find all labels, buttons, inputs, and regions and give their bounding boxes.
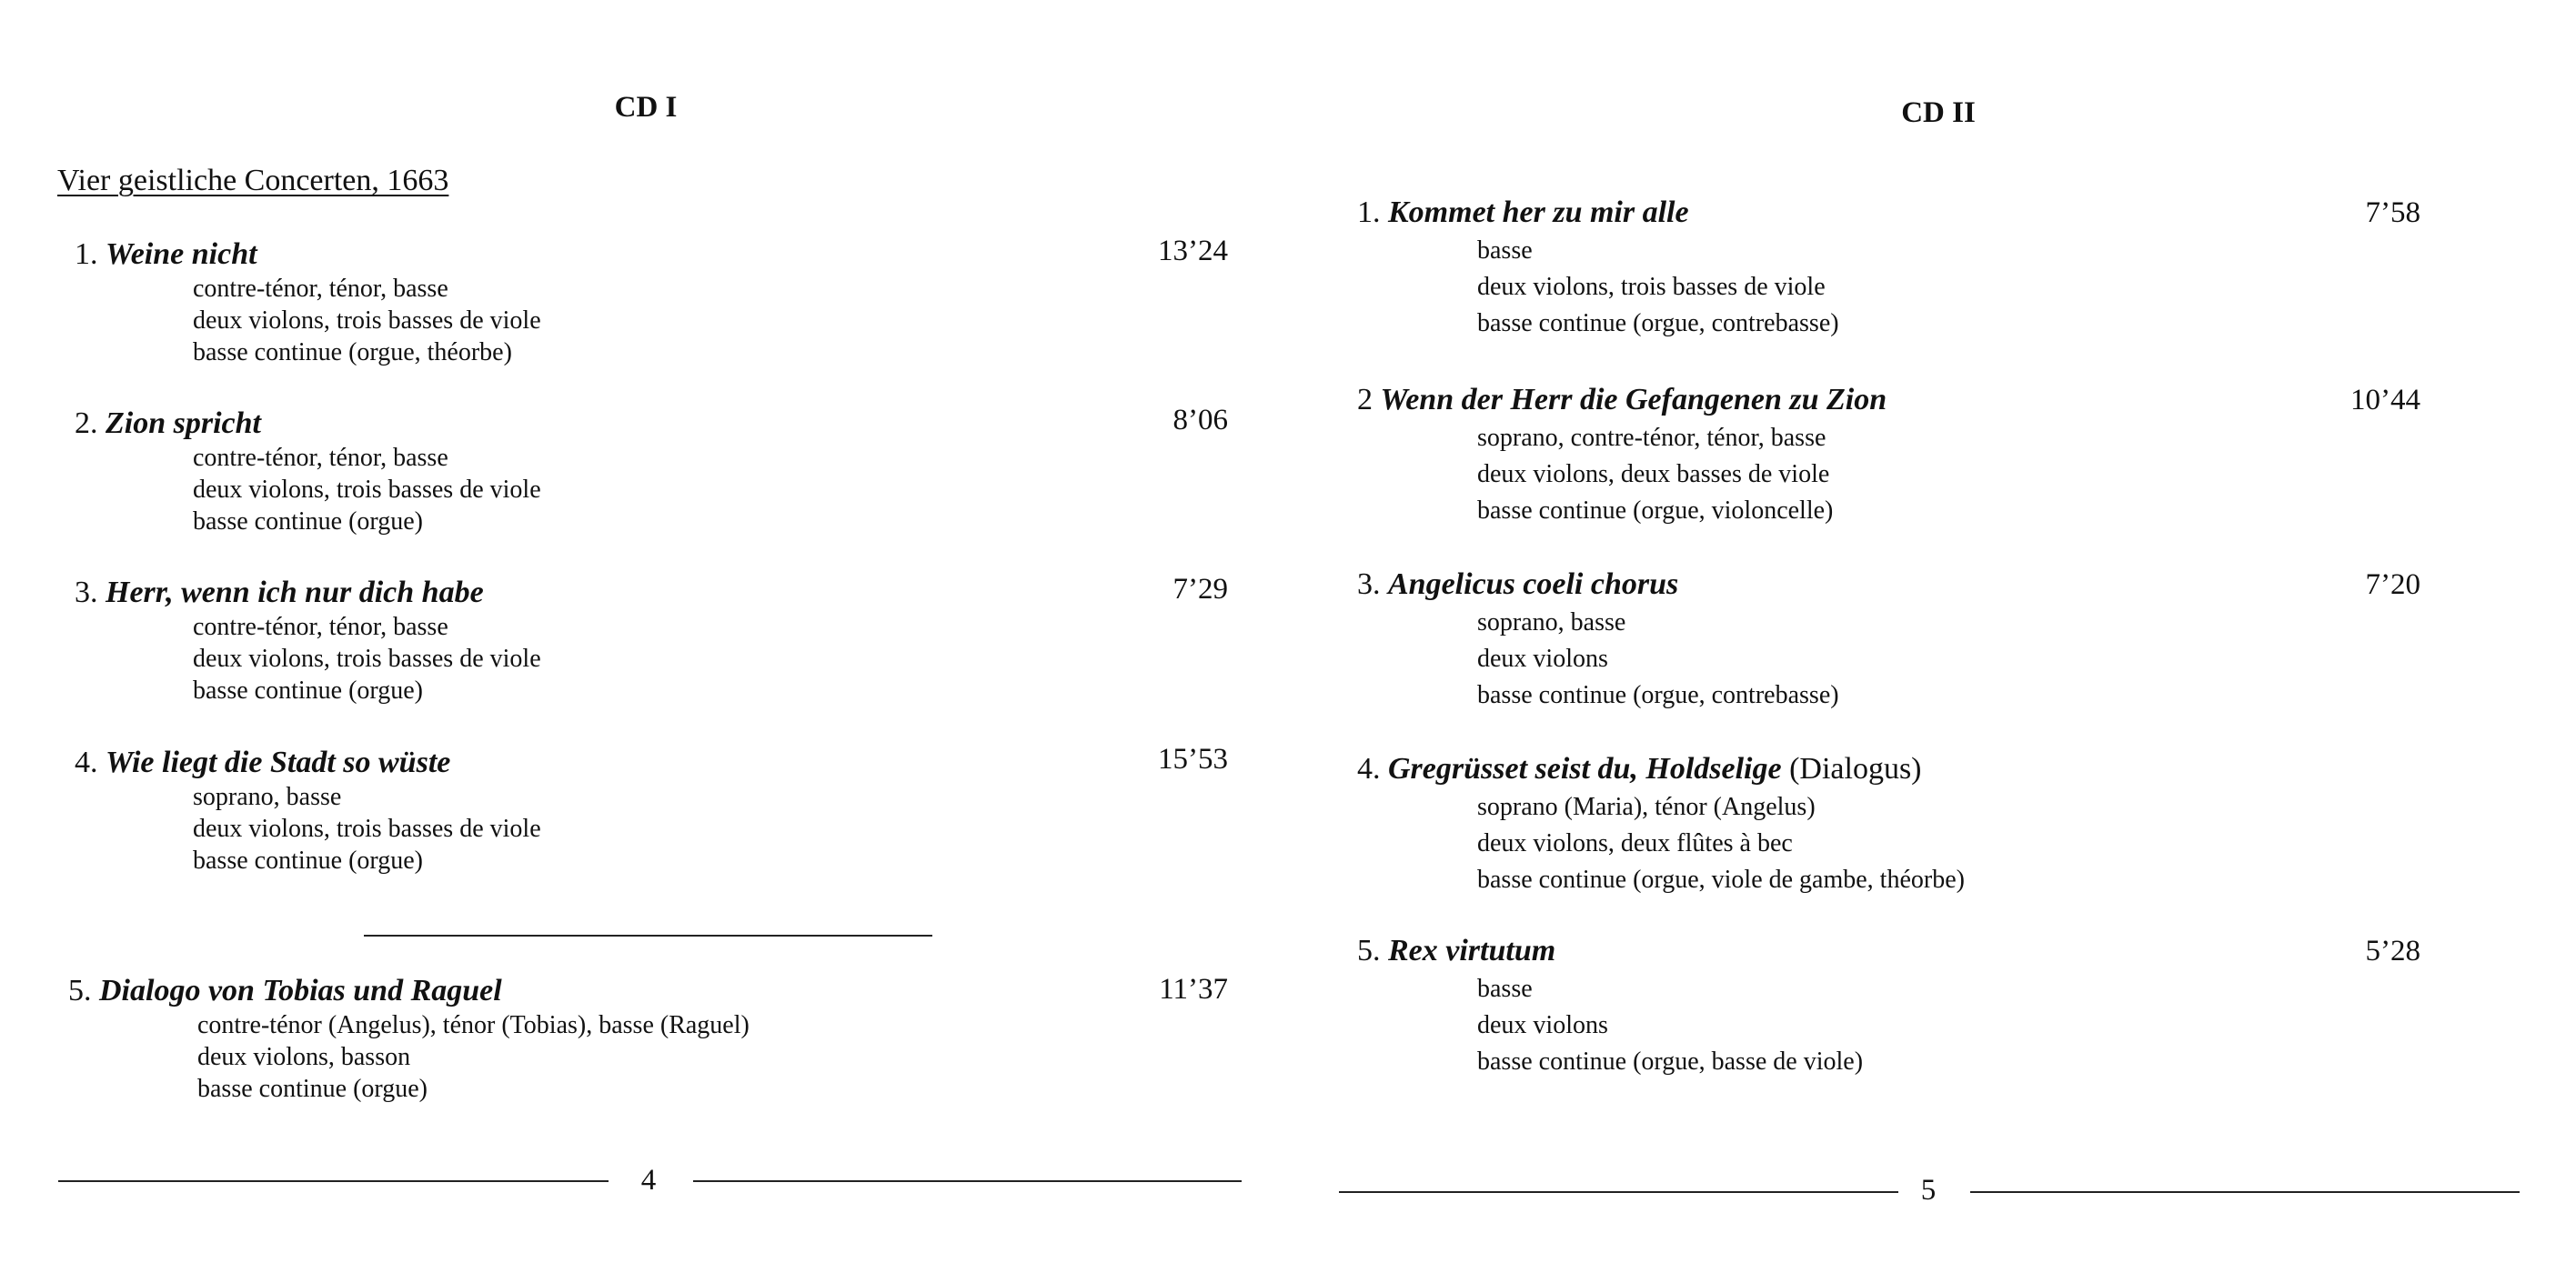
- track-number: 4.: [75, 746, 98, 779]
- track-item: [75, 236, 541, 368]
- footer-rule-left: [1339, 1191, 1898, 1193]
- track-item: [68, 973, 750, 1105]
- scoring-line: deux violons, trois basses de viole: [193, 306, 541, 335]
- track-duration: 7’20: [2365, 568, 2420, 601]
- scoring-line: deux violons, trois basses de viole: [193, 645, 541, 673]
- track-title: Angelicus coeli chorus: [1388, 567, 1679, 601]
- cd-title: CD I: [614, 91, 678, 124]
- scoring-line: soprano, contre-ténor, ténor, basse: [1477, 424, 1826, 452]
- collection-title: Vier geistliche Concerten, 1663: [57, 164, 449, 197]
- scoring-line: basse continue (orgue, violoncelle): [1477, 496, 1834, 525]
- track-title: Weine nicht: [106, 237, 257, 271]
- scoring-line: basse continue (orgue, basse de viole): [1477, 1047, 1864, 1076]
- scoring-line: soprano, basse: [1477, 608, 1626, 636]
- scoring-line: basse continue (orgue, contrebasse): [1477, 681, 1839, 709]
- track-item: [1357, 933, 1863, 1080]
- track-scoring: [1477, 420, 1887, 529]
- scoring-line: contre-ténor, ténor, basse: [193, 613, 448, 641]
- track-duration: 13’24: [1158, 235, 1228, 267]
- footer-rule-left: [58, 1180, 609, 1182]
- track-duration: 8’06: [1172, 404, 1228, 436]
- track-heading: [1357, 933, 1863, 969]
- page-number: 4: [640, 1164, 657, 1197]
- track-scoring: [193, 781, 541, 877]
- track-duration: 7’29: [1172, 573, 1228, 606]
- right-page: [1288, 0, 2576, 1273]
- track-duration: 11’37: [1159, 973, 1228, 1006]
- track-number: 5.: [68, 974, 92, 1007]
- scoring-line: contre-ténor, ténor, basse: [193, 275, 448, 303]
- track-duration: 15’53: [1158, 743, 1228, 776]
- track-item: [1357, 382, 1887, 529]
- scoring-line: basse continue (orgue): [193, 507, 423, 536]
- scoring-line: basse continue (orgue, viole de gambe, théorbe): [1477, 866, 1965, 894]
- track-item: [75, 575, 541, 707]
- track-scoring: [193, 442, 541, 537]
- track-number: 1.: [1357, 195, 1381, 229]
- track-heading: [68, 973, 750, 1009]
- track-title: Kommet her zu mir alle: [1388, 195, 1689, 229]
- track-duration: 5’28: [2365, 935, 2420, 967]
- track-item: [1357, 751, 1965, 898]
- section-divider: [364, 935, 932, 937]
- track-number: 2: [1357, 383, 1373, 416]
- track-heading: [1357, 195, 1839, 231]
- scoring-line: basse continue (orgue): [193, 847, 423, 875]
- page-number: 5: [1920, 1174, 1937, 1207]
- scoring-line: deux violons, deux basses de viole: [1477, 460, 1830, 488]
- track-title: Zion spricht: [106, 406, 261, 440]
- scoring-line: contre-ténor, ténor, basse: [193, 444, 448, 472]
- track-heading: [75, 236, 541, 273]
- track-title-suffix: (Dialogus): [1789, 752, 1922, 786]
- track-scoring: [1477, 605, 1839, 714]
- track-title: Gregrüsset seist du, Holdselige: [1388, 752, 1782, 786]
- track-title: Wenn der Herr die Gefangenen zu Zion: [1380, 383, 1887, 416]
- track-heading: [75, 745, 541, 781]
- track-number: 1.: [75, 237, 98, 271]
- track-scoring: [1477, 233, 1839, 342]
- footer-rule-right: [693, 1180, 1242, 1182]
- track-heading: [1357, 382, 1887, 418]
- scoring-line: deux violons, deux flûtes à bec: [1477, 829, 1793, 857]
- scoring-line: basse continue (orgue): [197, 1075, 428, 1103]
- scoring-line: deux violons, trois basses de viole: [193, 815, 541, 843]
- track-scoring: [193, 611, 541, 707]
- track-scoring: [1477, 789, 1965, 898]
- track-heading: [1357, 751, 1965, 787]
- scoring-line: deux violons: [1477, 645, 1608, 673]
- scoring-line: basse: [1477, 236, 1533, 265]
- scoring-line: soprano, basse: [193, 783, 342, 811]
- track-heading: [75, 575, 541, 611]
- track-heading: [75, 406, 541, 442]
- scoring-line: deux violons, basson: [197, 1043, 411, 1071]
- track-number: 3.: [75, 576, 98, 609]
- track-title: Rex virtutum: [1388, 934, 1556, 967]
- scoring-line: basse continue (orgue): [193, 677, 423, 705]
- scoring-line: deux violons, trois basses de viole: [1477, 273, 1826, 301]
- track-title: Wie liegt die Stadt so wüste: [106, 746, 451, 779]
- track-item: [75, 745, 541, 877]
- cd-title: CD II: [1901, 96, 1976, 129]
- track-scoring: [1477, 971, 1863, 1080]
- scoring-line: contre-ténor (Angelus), ténor (Tobias), basse (Raguel): [197, 1011, 750, 1039]
- scoring-line: deux violons: [1477, 1011, 1608, 1039]
- track-item: [75, 406, 541, 537]
- track-duration: 7’58: [2365, 196, 2420, 229]
- track-number: 4.: [1357, 752, 1381, 786]
- scoring-line: basse continue (orgue, théorbe): [193, 338, 512, 366]
- track-number: 5.: [1357, 934, 1381, 967]
- track-scoring: [197, 1009, 750, 1105]
- track-item: [1357, 195, 1839, 342]
- scoring-line: deux violons, trois basses de viole: [193, 476, 541, 504]
- scoring-line: basse: [1477, 975, 1533, 1003]
- scoring-line: soprano (Maria), ténor (Angelus): [1477, 793, 1816, 821]
- track-heading: [1357, 566, 1839, 603]
- track-item: [1357, 566, 1839, 714]
- track-number: 3.: [1357, 567, 1381, 601]
- track-title: Dialogo von Tobias und Raguel: [99, 974, 502, 1007]
- track-duration: 10’44: [2350, 384, 2420, 416]
- footer-rule-right: [1970, 1191, 2520, 1193]
- track-number: 2.: [75, 406, 98, 440]
- scoring-line: basse continue (orgue, contrebasse): [1477, 309, 1839, 337]
- track-title: Herr, wenn ich nur dich habe: [106, 576, 484, 609]
- track-scoring: [193, 273, 541, 368]
